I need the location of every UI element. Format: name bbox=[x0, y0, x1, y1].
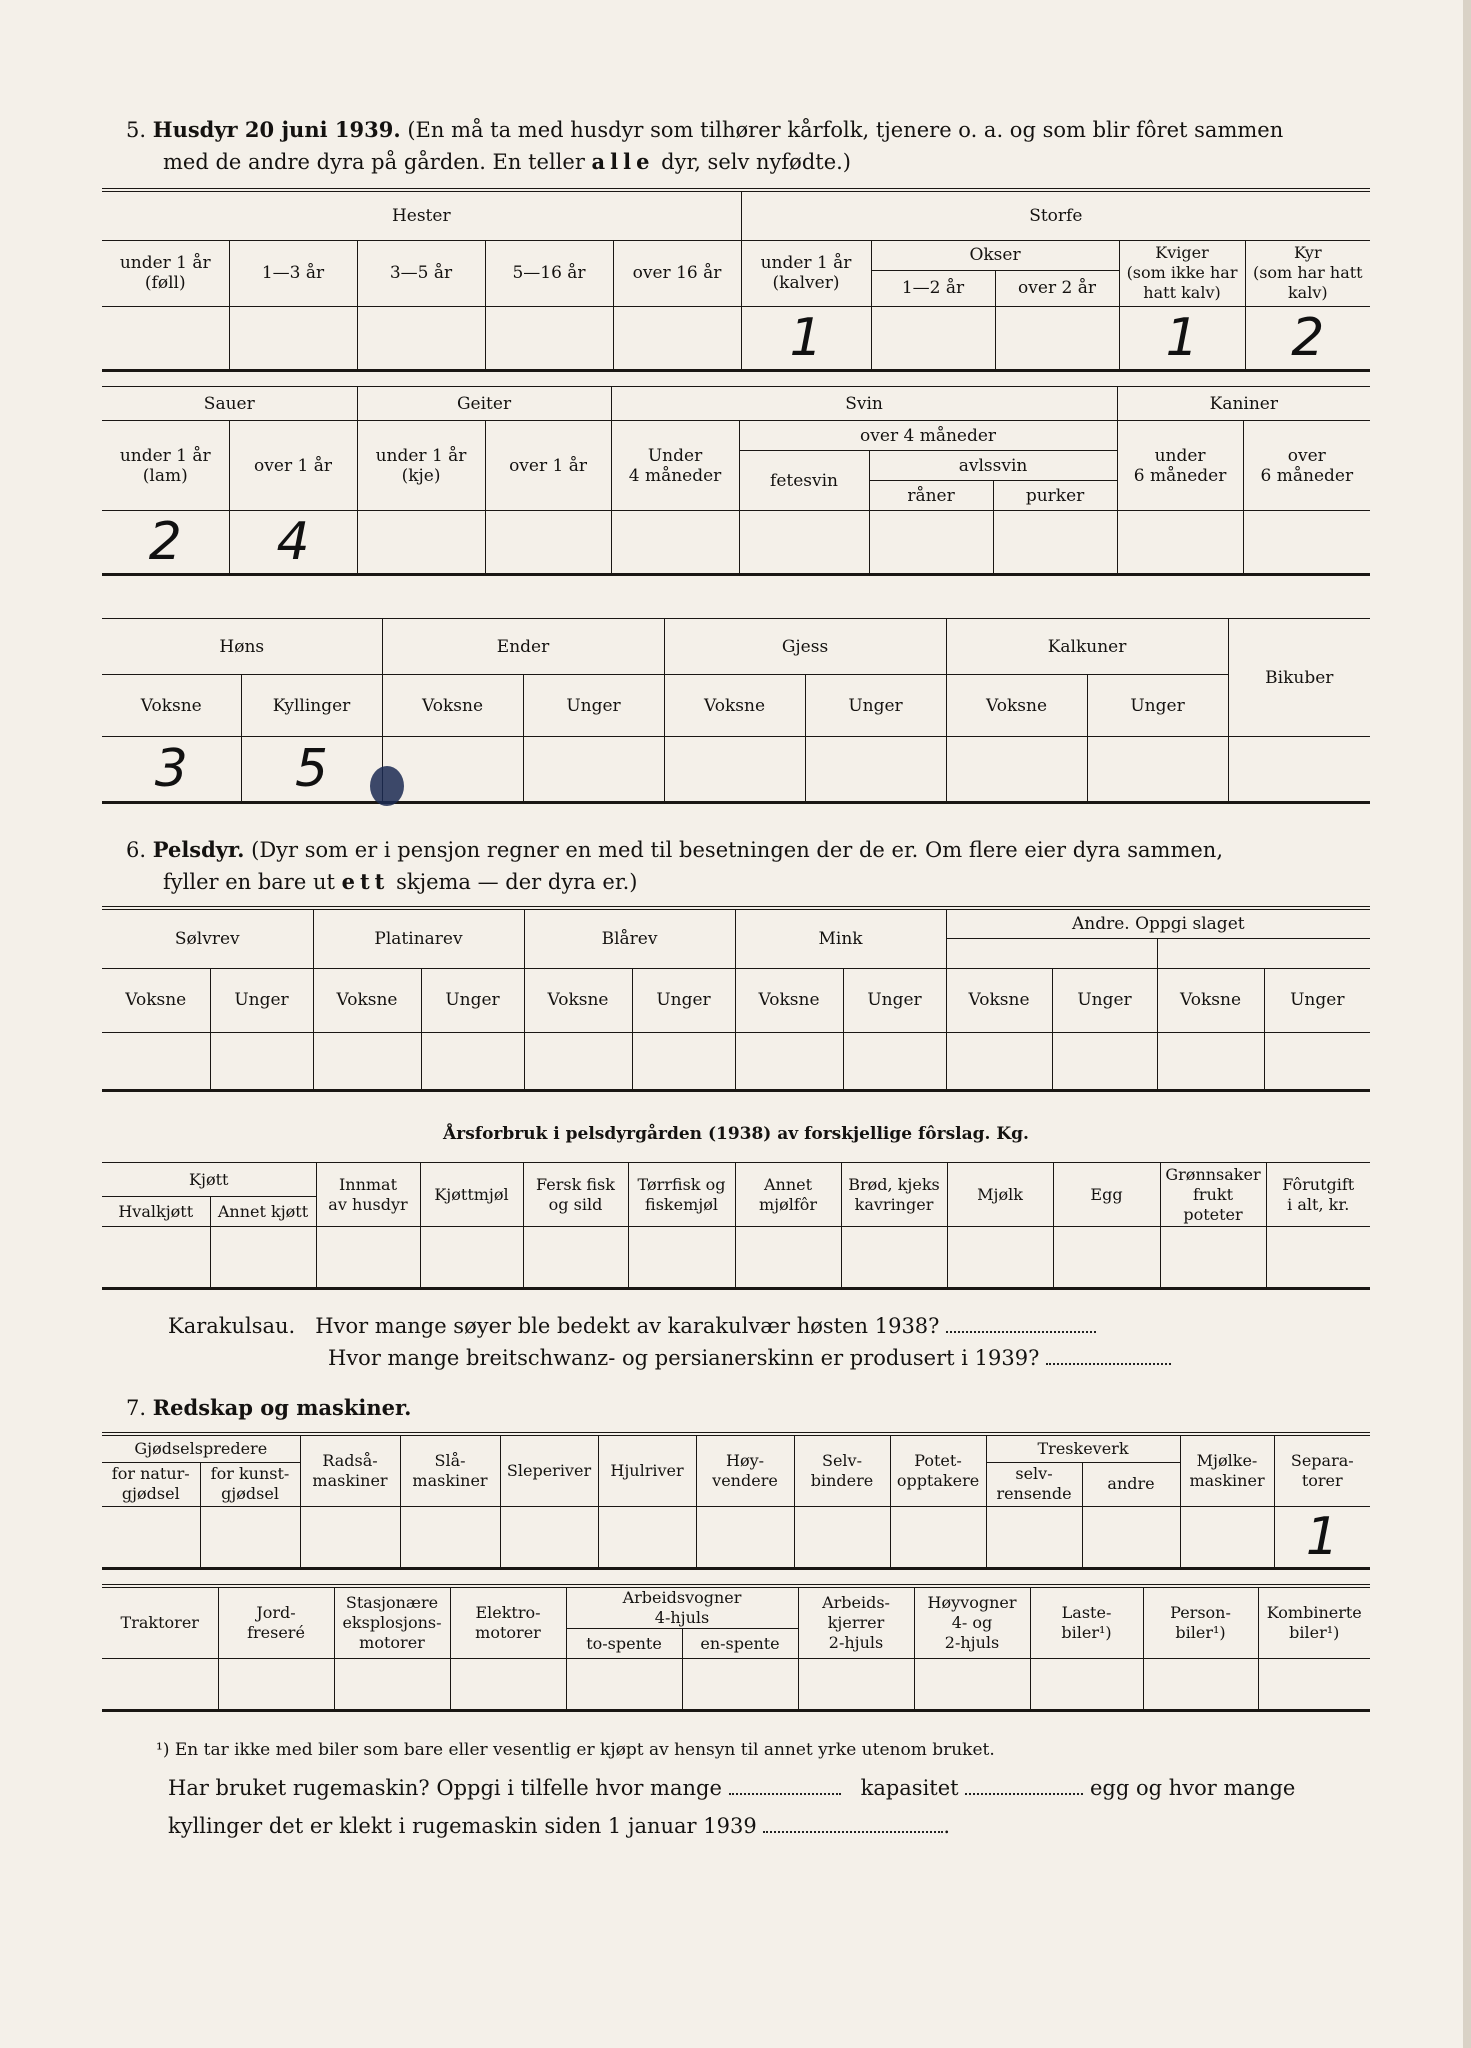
col-hest-under1: under 1 år (føll) bbox=[102, 240, 229, 306]
header-hons: Høns bbox=[102, 619, 382, 675]
cell-kunstgjodsel[interactable] bbox=[200, 1506, 300, 1568]
kjoretoy-table bbox=[102, 1584, 1370, 1712]
col-torrfisk: Tørrfisk og fiskemjøl bbox=[628, 1163, 735, 1227]
redskap-table bbox=[102, 1432, 1370, 1570]
cell-blarev-unger[interactable] bbox=[632, 1032, 735, 1090]
col-fersk-fisk: Fersk fisk og sild bbox=[523, 1163, 628, 1227]
cell-slamaskiner[interactable] bbox=[400, 1506, 500, 1568]
header-mink: Mink bbox=[735, 908, 946, 968]
forbruk-title: Årsforbruk i pelsdyrgården (1938) av forskjellige fôrslag. Kg. bbox=[443, 1124, 1029, 1144]
cell-egg[interactable] bbox=[1053, 1227, 1160, 1289]
col-treskeverk-andre: andre bbox=[1082, 1462, 1180, 1506]
kapasitet-text: kapasitet bbox=[860, 1776, 959, 1800]
cell-platinarev-unger[interactable] bbox=[421, 1032, 524, 1090]
col-kalkun-voksne: Voksne bbox=[946, 675, 1087, 737]
header-gjess: Gjess bbox=[664, 619, 946, 675]
rugemaskin-kyllinger-field[interactable] bbox=[763, 1811, 943, 1833]
col-kalkun-unger: Unger bbox=[1087, 675, 1228, 737]
col-raner: råner bbox=[869, 481, 993, 511]
col-to-spente: to-spente bbox=[566, 1629, 682, 1659]
header-kjott: Kjøtt bbox=[102, 1163, 316, 1197]
karakul-question-1: Hvor mange søyer ble bedekt av karakulvær høsten 1938? bbox=[315, 1314, 940, 1338]
instruction-text: skjema — der dyra er.) bbox=[396, 870, 638, 894]
col-geit-over1: over 1 år bbox=[485, 421, 611, 511]
header-svin: Svin bbox=[611, 387, 1117, 421]
col-jordfresere: Jord- freseré bbox=[218, 1586, 334, 1659]
cell-kalkun-unger[interactable] bbox=[1087, 737, 1228, 803]
cell-brod[interactable] bbox=[841, 1227, 947, 1289]
col-eksplosjonsmotorer: Stasjonære eksplosjons- motorer bbox=[334, 1586, 450, 1659]
cell-eksplosjonsmotorer[interactable] bbox=[334, 1659, 450, 1711]
cell-andre2-unger[interactable] bbox=[1264, 1032, 1370, 1090]
cell-jordfresere[interactable] bbox=[218, 1659, 334, 1711]
col-andre2-voksne: Voksne bbox=[1157, 968, 1264, 1032]
instruction-text: med de andre dyra på gården. En teller bbox=[163, 150, 585, 174]
cell-hest-under1[interactable] bbox=[102, 306, 229, 370]
cell-kje[interactable] bbox=[357, 511, 485, 575]
cell-kombinerte-biler[interactable] bbox=[1258, 1659, 1370, 1711]
header-geiter: Geiter bbox=[357, 387, 611, 421]
cell-andre2-voksne[interactable] bbox=[1157, 1032, 1264, 1090]
cell-andre1-voksne[interactable] bbox=[946, 1032, 1052, 1090]
ink-blot bbox=[370, 766, 404, 806]
cell-forutgift[interactable] bbox=[1266, 1227, 1370, 1289]
col-arbeidskjerrer: Arbeids- kjerrer 2-hjuls bbox=[798, 1586, 914, 1659]
col-ender-unger: Unger bbox=[523, 675, 664, 737]
footnote: ¹) En tar ikke med biler som bare eller vesentlig er kjøpt av hensyn til annet yrke utenom bruket. bbox=[156, 1740, 995, 1760]
header-kaniner: Kaniner bbox=[1117, 387, 1370, 421]
cell-potetopptakere[interactable] bbox=[890, 1506, 986, 1568]
col-potetopptakere: Potet- opptakere bbox=[890, 1434, 986, 1506]
col-kalver: under 1 år (kalver) bbox=[741, 240, 871, 306]
col-platinarev-unger: Unger bbox=[421, 968, 524, 1032]
col-kviger: Kviger (som ikke har hatt kalv) bbox=[1119, 240, 1245, 306]
col-annet-mjolfor: Annet mjølfôr bbox=[735, 1163, 841, 1227]
cell-kjottmjol[interactable] bbox=[420, 1227, 523, 1289]
header-platinarev: Platinarev bbox=[313, 908, 524, 968]
cell-lam[interactable]: 2 bbox=[102, 511, 229, 575]
cell-kyllinger[interactable]: 5 bbox=[241, 737, 382, 803]
karakul-answer-1[interactable] bbox=[946, 1311, 1096, 1333]
section-title: Redskap og maskiner. bbox=[152, 1395, 412, 1420]
col-sleperiver: Sleperiver bbox=[500, 1434, 598, 1506]
karakulsau-q1 bbox=[168, 1310, 1368, 1342]
col-hoyvendere: Høy- vendere bbox=[696, 1434, 794, 1506]
col-solvrev-unger: Unger bbox=[210, 968, 313, 1032]
cell-blarev-voksne[interactable] bbox=[524, 1032, 632, 1090]
rugemaskin-text: Har bruket rugemaskin? Oppgi i tilfelle hvor mange bbox=[168, 1776, 722, 1800]
cell-to-spente[interactable] bbox=[566, 1659, 682, 1711]
col-kombinerte-biler: Kombinerte biler¹) bbox=[1258, 1586, 1370, 1659]
col-egg: Egg bbox=[1053, 1163, 1160, 1227]
cell-kviger[interactable]: 1 bbox=[1119, 306, 1245, 370]
cell-radsamaskiner[interactable] bbox=[300, 1506, 400, 1568]
col-selvrensende: selv- rensende bbox=[986, 1462, 1082, 1506]
cell-treskeverk-andre[interactable] bbox=[1082, 1506, 1180, 1568]
cell-geit-over1[interactable] bbox=[485, 511, 611, 575]
section-title: Pelsdyr. bbox=[152, 837, 245, 862]
cell-hons-voksne[interactable]: 3 bbox=[102, 737, 241, 803]
col-separatorer: Separa- torer bbox=[1274, 1434, 1370, 1506]
col-hest-5-16: 5—16 år bbox=[485, 240, 613, 306]
col-traktorer: Traktorer bbox=[102, 1586, 218, 1659]
col-innmat: Innmat av husdyr bbox=[316, 1163, 420, 1227]
karakul-answer-2[interactable] bbox=[1046, 1343, 1171, 1365]
cell-hest-3-5[interactable] bbox=[357, 306, 485, 370]
cell-kanin-over6[interactable] bbox=[1243, 511, 1370, 575]
cell-hoyvogner[interactable] bbox=[914, 1659, 1030, 1711]
header-solvrev: Sølvrev bbox=[102, 908, 313, 968]
cell-innmat[interactable] bbox=[316, 1227, 420, 1289]
instruction-text: fyller en bare ut bbox=[163, 870, 335, 894]
col-hons-voksne: Voksne bbox=[102, 675, 241, 737]
section-5-heading-line2 bbox=[163, 146, 1363, 178]
husdyr-table-smafe bbox=[102, 386, 1370, 576]
karakul-question-2: Hvor mange breitschwanz- og persianerskinn er produsert i 1939? bbox=[328, 1346, 1040, 1370]
col-personbiler: Person- biler¹) bbox=[1143, 1586, 1258, 1659]
col-mink-unger: Unger bbox=[843, 968, 946, 1032]
col-okser-over2: over 2 år bbox=[995, 270, 1119, 306]
col-lastebiler: Laste- biler¹) bbox=[1030, 1586, 1143, 1659]
cell-arbeidskjerrer[interactable] bbox=[798, 1659, 914, 1711]
cell-gronnsaker[interactable] bbox=[1160, 1227, 1266, 1289]
col-annet-kjott: Annet kjøtt bbox=[210, 1197, 316, 1227]
col-andre1-voksne: Voksne bbox=[946, 968, 1052, 1032]
header-arbeidsvogner: Arbeidsvogner 4-hjuls bbox=[566, 1586, 798, 1629]
col-mjolk: Mjølk bbox=[947, 1163, 1053, 1227]
col-naturgjodsel: for natur- gjødsel bbox=[102, 1462, 200, 1506]
header-treskeverk: Treskeverk bbox=[986, 1434, 1180, 1462]
col-blarev-unger: Unger bbox=[632, 968, 735, 1032]
header-andre: Andre. Oppgi slaget bbox=[946, 908, 1370, 938]
col-hjulriver: Hjulriver bbox=[598, 1434, 696, 1506]
section-title: Husdyr 20 juni 1939. bbox=[152, 117, 401, 142]
section-7-heading bbox=[126, 1392, 926, 1424]
section-number: 5. bbox=[126, 118, 147, 142]
section-number: 6. bbox=[126, 838, 147, 862]
col-lam: under 1 år (lam) bbox=[102, 421, 229, 511]
col-kunstgjodsel: for kunst- gjødsel bbox=[200, 1462, 300, 1506]
cell-hvalkjott[interactable] bbox=[102, 1227, 210, 1289]
col-ender-voksne: Voksne bbox=[382, 675, 523, 737]
cell-kalkun-voksne[interactable] bbox=[946, 737, 1087, 803]
col-kyllinger: Kyllinger bbox=[241, 675, 382, 737]
header-ender: Ender bbox=[382, 619, 664, 675]
rugemaskin-antall-field[interactable] bbox=[729, 1773, 841, 1795]
col-platinarev-voksne: Voksne bbox=[313, 968, 421, 1032]
cell-hest-over16[interactable] bbox=[613, 306, 741, 370]
cell-fersk-fisk[interactable] bbox=[523, 1227, 628, 1289]
col-radsamaskiner: Radså- maskiner bbox=[300, 1434, 400, 1506]
col-hest-1-3: 1—3 år bbox=[229, 240, 357, 306]
header-kalkuner: Kalkuner bbox=[946, 619, 1228, 675]
cell-mjolkemaskiner[interactable] bbox=[1180, 1506, 1274, 1568]
cell-platinarev-voksne[interactable] bbox=[313, 1032, 421, 1090]
pelsdyr-table bbox=[102, 906, 1370, 1092]
karakulsau-q2 bbox=[328, 1342, 1368, 1374]
cell-naturgjodsel[interactable] bbox=[102, 1506, 200, 1568]
cell-elektromotorer[interactable] bbox=[450, 1659, 566, 1711]
cell-kyr[interactable]: 2 bbox=[1245, 306, 1370, 370]
header-svin-over4: over 4 måneder bbox=[739, 421, 1117, 451]
cell-solvrev-voksne[interactable] bbox=[102, 1032, 210, 1090]
header-blarev: Blårev bbox=[524, 908, 735, 968]
cell-ender-voksne[interactable] bbox=[382, 737, 523, 803]
col-hoyvogner: Høyvogner 4- og 2-hjuls bbox=[914, 1586, 1030, 1659]
rugemaskin-text: egg og hvor mange bbox=[1089, 1776, 1296, 1800]
cell-hjulriver[interactable] bbox=[598, 1506, 696, 1568]
emphasis-text: ett bbox=[341, 869, 390, 894]
col-kyr: Kyr (som har hatt kalv) bbox=[1245, 240, 1370, 306]
col-forutgift: Fôrutgift i alt, kr. bbox=[1266, 1163, 1370, 1227]
husdyr-table-hester-storfe bbox=[102, 188, 1370, 372]
col-solvrev-voksne: Voksne bbox=[102, 968, 210, 1032]
cell-purker[interactable] bbox=[993, 511, 1117, 575]
cell-hest-1-3[interactable] bbox=[229, 306, 357, 370]
emphasis-text: alle bbox=[591, 149, 655, 174]
col-mink-voksne: Voksne bbox=[735, 968, 843, 1032]
col-slamaskiner: Slå- maskiner bbox=[400, 1434, 500, 1506]
col-kanin-over6: over 6 måneder bbox=[1243, 421, 1370, 511]
col-mjolkemaskiner: Mjølke- maskiner bbox=[1180, 1434, 1274, 1506]
col-brod: Brød, kjeks kavringer bbox=[841, 1163, 947, 1227]
cell-svin-under4[interactable] bbox=[611, 511, 739, 575]
cell-sleperiver[interactable] bbox=[500, 1506, 598, 1568]
header-okser: Okser bbox=[871, 240, 1119, 270]
rugemaskin-question-1 bbox=[168, 1772, 1378, 1804]
cell-fetesvin[interactable] bbox=[739, 511, 869, 575]
cell-selvrensende[interactable] bbox=[986, 1506, 1082, 1568]
col-kjottmjol: Kjøttmjøl bbox=[420, 1163, 523, 1227]
cell-okser-1-2[interactable] bbox=[871, 306, 995, 370]
forbruk-table bbox=[102, 1162, 1370, 1290]
section-6-heading-line2 bbox=[163, 866, 1363, 898]
cell-gjess-unger[interactable] bbox=[805, 737, 946, 803]
cell-okser-over2[interactable] bbox=[995, 306, 1119, 370]
col-selvbindere: Selv- bindere bbox=[794, 1434, 890, 1506]
col-elektromotorer: Elektro- motorer bbox=[450, 1586, 566, 1659]
col-kje: under 1 år (kje) bbox=[357, 421, 485, 511]
col-gjess-voksne: Voksne bbox=[664, 675, 805, 737]
header-sauer: Sauer bbox=[102, 387, 357, 421]
col-hest-over16: over 16 år bbox=[613, 240, 741, 306]
page-edge bbox=[1463, 0, 1471, 2048]
header-avlssvin: avlssvin bbox=[869, 451, 1117, 481]
rugemaskin-question-2: kyllinger det er klekt i rugemaskin siden 1 januar 1939 . bbox=[168, 1810, 1268, 1842]
cell-andre1-unger[interactable] bbox=[1052, 1032, 1157, 1090]
rugemaskin-kapasitet-field[interactable] bbox=[965, 1773, 1083, 1795]
cell-separatorer[interactable]: 1 bbox=[1274, 1506, 1370, 1568]
col-gjess-unger: Unger bbox=[805, 675, 946, 737]
col-andre1-unger: Unger bbox=[1052, 968, 1157, 1032]
cell-sau-over1[interactable]: 4 bbox=[229, 511, 357, 575]
col-sau-over1: over 1 år bbox=[229, 421, 357, 511]
rugemaskin-text: kyllinger det er klekt i rugemaskin siden 1 januar 1939 bbox=[168, 1814, 757, 1838]
header-gjodselspredere: Gjødselspredere bbox=[102, 1434, 300, 1462]
cell-annet-kjott[interactable] bbox=[210, 1227, 316, 1289]
cell-hoyvendere[interactable] bbox=[696, 1506, 794, 1568]
section-6-heading bbox=[126, 834, 1376, 866]
cell-raner[interactable] bbox=[869, 511, 993, 575]
header-storfe: Storfe bbox=[741, 190, 1370, 240]
cell-annet-mjolfor[interactable] bbox=[735, 1227, 841, 1289]
andre-slag-1[interactable] bbox=[946, 938, 1157, 968]
cell-bikuber[interactable] bbox=[1228, 737, 1370, 803]
instruction-text: dyr, selv nyfødte.) bbox=[661, 150, 852, 174]
cell-mink-voksne[interactable] bbox=[735, 1032, 843, 1090]
col-hest-3-5: 3—5 år bbox=[357, 240, 485, 306]
cell-ender-unger[interactable] bbox=[523, 737, 664, 803]
col-gronnsaker: Grønnsaker frukt poteter bbox=[1160, 1163, 1266, 1227]
cell-en-spente[interactable] bbox=[682, 1659, 798, 1711]
col-blarev-voksne: Voksne bbox=[524, 968, 632, 1032]
section-5-heading bbox=[126, 114, 1376, 146]
col-en-spente: en-spente bbox=[682, 1629, 798, 1659]
col-fetesvin: fetesvin bbox=[739, 451, 869, 511]
cell-traktorer[interactable] bbox=[102, 1659, 218, 1711]
section-number: 7. bbox=[126, 1396, 147, 1420]
section-instruction: (Dyr som er i pensjon regner en med til besetningen der de er. Om flere eier dyra sammen, bbox=[251, 838, 1223, 862]
col-kanin-under6: under 6 måneder bbox=[1117, 421, 1243, 511]
cell-gjess-voksne[interactable] bbox=[664, 737, 805, 803]
col-bikuber: Bikuber bbox=[1228, 619, 1370, 737]
section-instruction: (En må ta med husdyr som tilhører kårfolk, tjenere o. a. og som blir fôret sammen bbox=[407, 118, 1284, 142]
cell-torrfisk[interactable] bbox=[628, 1227, 735, 1289]
cell-lastebiler[interactable] bbox=[1030, 1659, 1143, 1711]
cell-selvbindere[interactable] bbox=[794, 1506, 890, 1568]
col-andre2-unger: Unger bbox=[1264, 968, 1370, 1032]
col-purker: purker bbox=[993, 481, 1117, 511]
cell-personbiler[interactable] bbox=[1143, 1659, 1258, 1711]
cell-hest-5-16[interactable] bbox=[485, 306, 613, 370]
cell-kalver[interactable]: 1 bbox=[741, 306, 871, 370]
cell-mjolk[interactable] bbox=[947, 1227, 1053, 1289]
col-okser-1-2: 1—2 år bbox=[871, 270, 995, 306]
col-svin-under4: Under 4 måneder bbox=[611, 421, 739, 511]
karakulsau-label: Karakulsau. bbox=[168, 1314, 296, 1338]
cell-solvrev-unger[interactable] bbox=[210, 1032, 313, 1090]
cell-kanin-under6[interactable] bbox=[1117, 511, 1243, 575]
andre-slag-2[interactable] bbox=[1157, 938, 1370, 968]
cell-mink-unger[interactable] bbox=[843, 1032, 946, 1090]
header-hester: Hester bbox=[102, 190, 741, 240]
col-hvalkjott: Hvalkjøtt bbox=[102, 1197, 210, 1227]
husdyr-table-fjorfe bbox=[102, 618, 1370, 804]
